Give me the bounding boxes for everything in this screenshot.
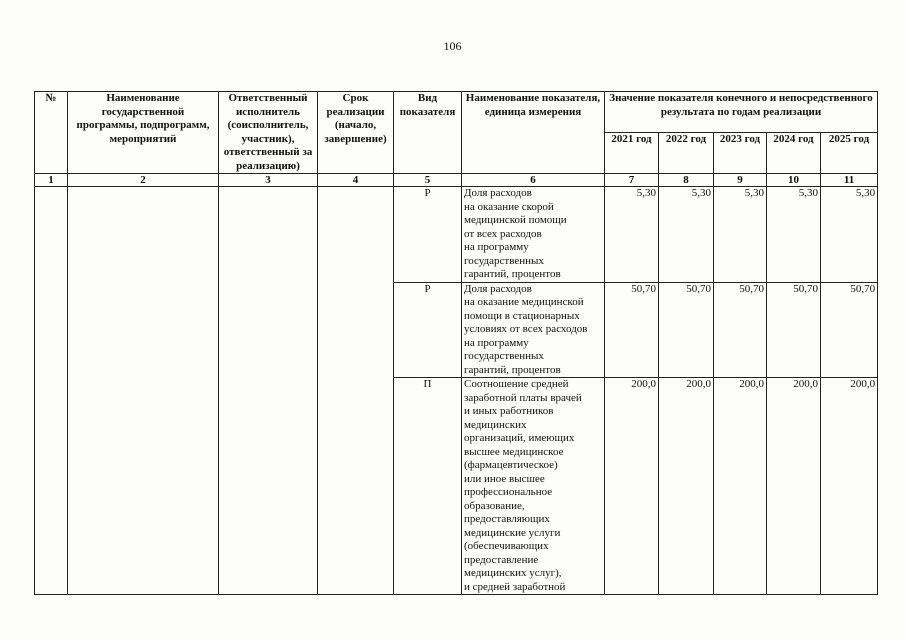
column-number: 4 bbox=[318, 174, 394, 187]
indicator-value: 50,70 bbox=[714, 282, 767, 378]
indicator-type: Р bbox=[394, 282, 462, 378]
column-number: 2 bbox=[68, 174, 219, 187]
indicator-name: Соотношение средней заработной платы врачей и иных работников медицинских организаций, имеющих высшее медицинское (фармацевтическое) или иное высшее профессиональное образование, предоставляющих медицинские услуги (обеспечивающих предоставление медицинских услуг), и средней заработной bbox=[462, 378, 605, 595]
header-executor: Ответственный исполнитель (соисполнитель, участник), ответственный за реализацию) bbox=[219, 92, 318, 174]
indicator-value: 200,0 bbox=[605, 378, 659, 595]
indicator-value: 5,30 bbox=[714, 187, 767, 283]
column-number: 8 bbox=[659, 174, 714, 187]
indicator-type: П bbox=[394, 378, 462, 595]
indicator-type: Р bbox=[394, 187, 462, 283]
header-indicator-name: Наименование показателя, единица измерения bbox=[462, 92, 605, 174]
page-number: 106 bbox=[443, 39, 462, 53]
indicators-table bbox=[34, 91, 878, 595]
header-values-group: Значение показателя конечного и непосредственного результата по годам реализации bbox=[605, 92, 878, 133]
indicator-name: Доля расходов на оказание скорой медицинской помощи от всех расходов на программу государственных гарантий, процентов bbox=[462, 187, 605, 283]
indicator-value: 200,0 bbox=[659, 378, 714, 595]
column-number: 10 bbox=[767, 174, 821, 187]
indicator-value: 200,0 bbox=[821, 378, 878, 595]
header-year: 2022 год bbox=[659, 133, 714, 174]
empty-cell bbox=[68, 187, 219, 595]
header-year: 2025 год bbox=[821, 133, 878, 174]
indicator-value: 5,30 bbox=[767, 187, 821, 283]
column-number: 5 bbox=[394, 174, 462, 187]
empty-cell bbox=[318, 187, 394, 595]
indicator-value: 5,30 bbox=[659, 187, 714, 283]
indicator-value: 50,70 bbox=[821, 282, 878, 378]
header-year: 2024 год bbox=[767, 133, 821, 174]
indicator-value: 5,30 bbox=[605, 187, 659, 283]
empty-cell bbox=[219, 187, 318, 595]
indicator-value: 200,0 bbox=[714, 378, 767, 595]
empty-cell bbox=[35, 187, 68, 595]
column-number: 11 bbox=[821, 174, 878, 187]
indicator-value: 50,70 bbox=[605, 282, 659, 378]
column-number: 3 bbox=[219, 174, 318, 187]
header-year: 2021 год bbox=[605, 133, 659, 174]
header-year: 2023 год bbox=[714, 133, 767, 174]
indicator-name: Доля расходов на оказание медицинской помощи в стационарных условиях от всех расходов на программу государственных гарантий, процентов bbox=[462, 282, 605, 378]
header-num: № bbox=[35, 92, 68, 174]
table-row bbox=[35, 187, 878, 283]
header-program-name: Наименование государственной программы, подпрограмм, мероприятий bbox=[68, 92, 219, 174]
column-number: 9 bbox=[714, 174, 767, 187]
indicator-value: 50,70 bbox=[767, 282, 821, 378]
indicator-value: 50,70 bbox=[659, 282, 714, 378]
column-number: 7 bbox=[605, 174, 659, 187]
indicator-value: 200,0 bbox=[767, 378, 821, 595]
header-period: Срок реализации (начало, завершение) bbox=[318, 92, 394, 174]
column-number: 6 bbox=[462, 174, 605, 187]
indicator-value: 5,30 bbox=[821, 187, 878, 283]
column-number: 1 bbox=[35, 174, 68, 187]
header-indicator-type: Вид показателя bbox=[394, 92, 462, 174]
